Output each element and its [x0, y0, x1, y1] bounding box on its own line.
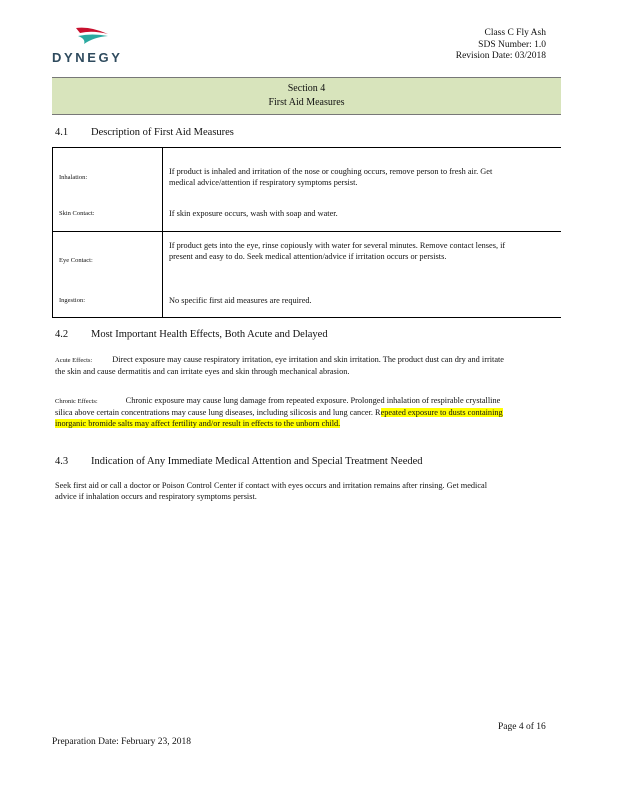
- subsection-number: 4.1: [55, 127, 69, 138]
- table-row: [52, 231, 561, 317]
- chronic-effects-label: Chronic Effects:: [55, 398, 98, 405]
- subsection-title: Indication of Any Immediate Medical Attention and Special Treatment Needed: [91, 456, 423, 467]
- subsection-number: 4.2: [55, 329, 69, 340]
- first-aid-table: [52, 147, 561, 318]
- document-header: [456, 28, 546, 63]
- subsection-title: Description of First Aid Measures: [91, 127, 234, 138]
- subsection-title: Most Important Health Effects, Both Acute and Delayed: [91, 329, 328, 340]
- subsection-number: 4.3: [55, 456, 69, 467]
- preparation-date: Preparation Date: February 23, 2018: [52, 737, 192, 747]
- row-label: Eye Contact:: [59, 257, 93, 264]
- company-logo: [52, 24, 132, 68]
- table-row: [52, 147, 561, 231]
- row-value: If product gets into the eye, rinse copiously with water for several minutes. Remove contact lenses, if present and easy to do. Seek medical attention/advice if irritation occurs or persists.: [169, 241, 506, 261]
- chronic-effects-highlighted-text: epeated exposure to dusts containing inorganic bromide salts may affect fertility and/or result in effects to the unborn child.: [55, 407, 503, 428]
- page-number: Page 4 of 16: [498, 722, 546, 732]
- dynegy-logo-icon: [74, 24, 110, 46]
- revision-date: Revision Date: 03/2018: [455, 51, 546, 61]
- chronic-effects-paragraph: [55, 396, 511, 429]
- sds-number: SDS Number: 1.0: [478, 39, 546, 50]
- row-value: If product is inhaled and irritation of the nose or coughing occurs, remove person to fresh air. Get medical advice/attention if respiratory symptoms persist.: [169, 167, 493, 187]
- company-name: DYNEGY: [52, 50, 123, 65]
- section-subtitle: First Aid Measures: [268, 97, 345, 108]
- row-value: If skin exposure occurs, wash with soap and water.: [169, 209, 338, 218]
- chronic-effects-text: Chronic exposure may cause lung damage from repeated exposure. Prolonged inhalation of respirable crystalline silica above certain concentrations may cause lung diseases, including silicosis and lung cancer. R: [55, 396, 501, 417]
- product-name: Class C Fly Ash: [484, 28, 546, 38]
- section-header-band: [52, 77, 561, 115]
- table-bottom-rule: [52, 317, 561, 318]
- acute-effects-label: Acute Effects:: [55, 357, 93, 364]
- row-label: Inhalation:: [59, 174, 88, 181]
- row-label: Ingestion:: [59, 297, 85, 304]
- row-value: No specific first aid measures are required.: [169, 296, 312, 305]
- acute-effects-paragraph: [55, 355, 511, 378]
- subsection-4-3-text: Seek first aid or call a doctor or Poison Control Center if contact with eyes occurs and irritation remains after rinsing. Get medical advice if inhalation occurs and respiratory symptoms persist.: [55, 481, 488, 501]
- section-title: Section 4: [287, 83, 326, 94]
- row-label: Skin Contact:: [59, 210, 95, 217]
- acute-effects-text: Direct exposure may cause respiratory irritation, eye irritation and skin irritation. The product dust can dry and irritate the skin and cause dermatitis and can irritate eyes and skin through mechanical abrasion.: [55, 355, 504, 376]
